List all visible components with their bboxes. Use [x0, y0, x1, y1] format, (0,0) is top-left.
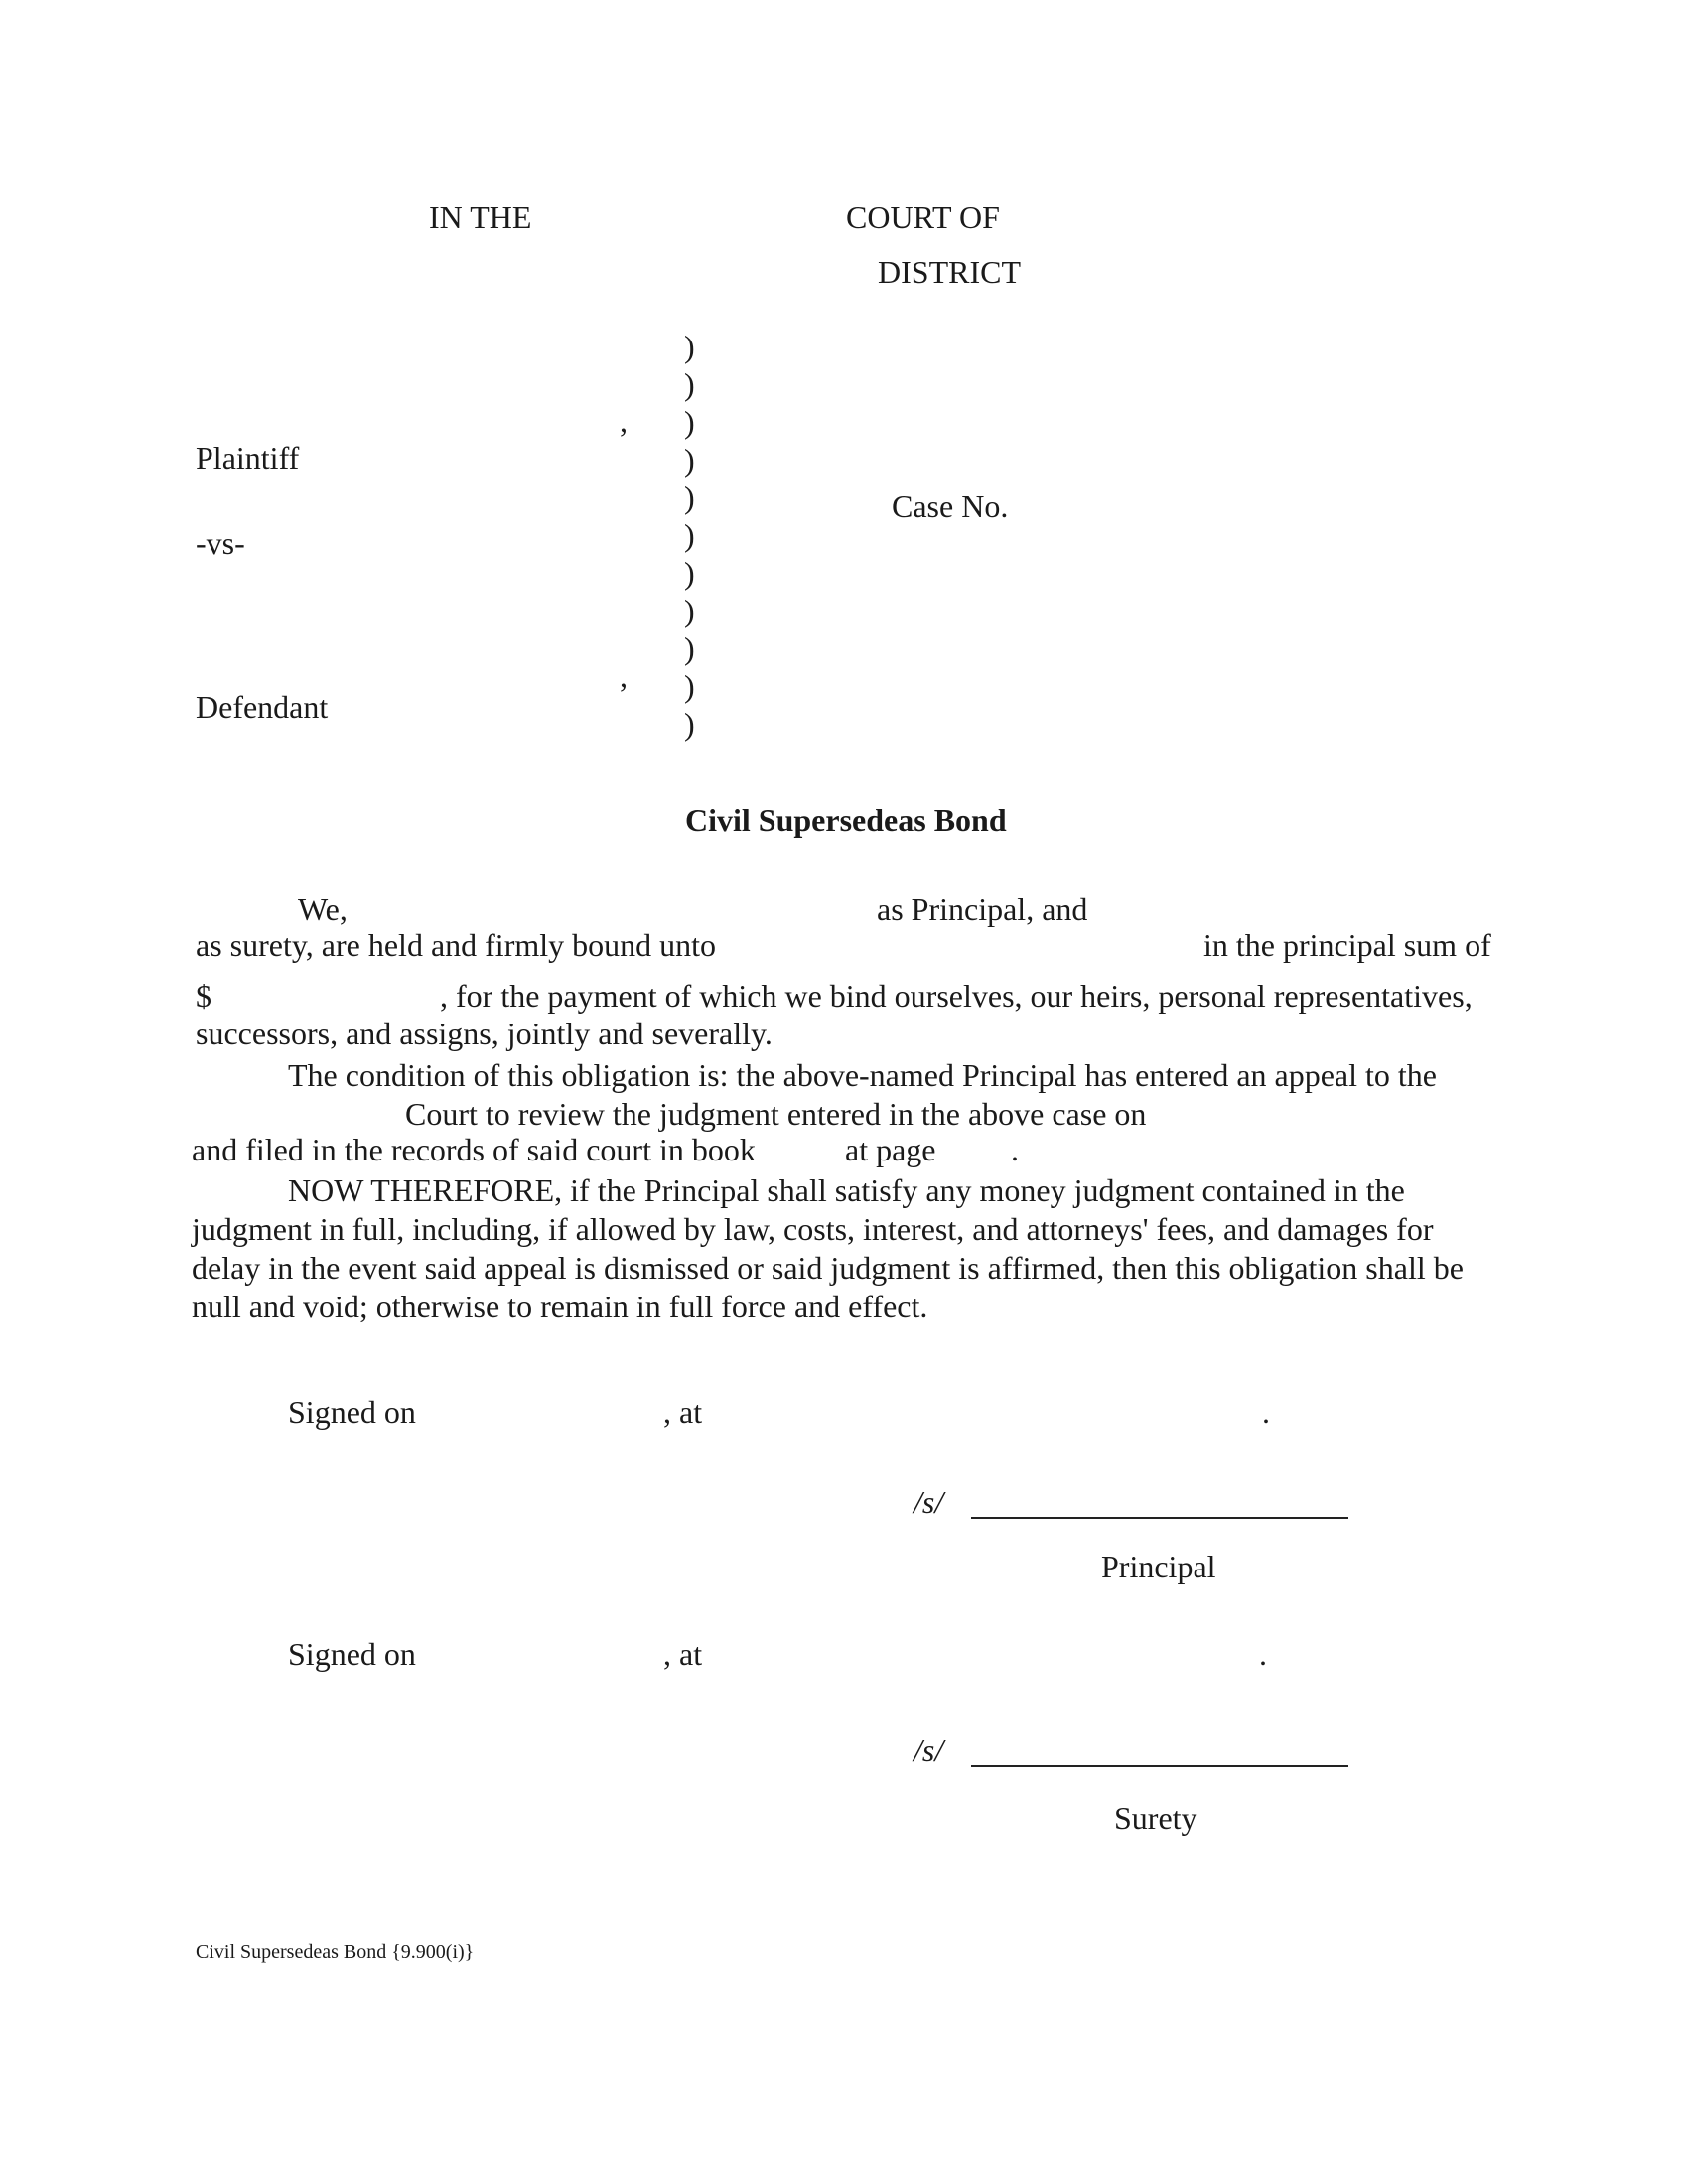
- dollar-sign: $: [196, 978, 211, 1014]
- as-principal-text: as Principal, and: [877, 891, 1088, 927]
- principal-role-label: Principal: [1101, 1549, 1216, 1584]
- judgment-line-2: judgment in full, including, if allowed by law, costs, interest, and attorneys' fees, and damages for: [192, 1211, 1434, 1247]
- book-page-period: .: [1011, 1132, 1019, 1167]
- now-therefore-text: NOW THEREFORE, if the Principal shall satisfy any money judgment contained in the: [288, 1172, 1405, 1208]
- signed-at-label: , at: [663, 1394, 703, 1430]
- plaintiff-label: Plaintiff: [196, 440, 300, 476]
- bracket-mark: ): [684, 517, 695, 553]
- form-footer: Civil Supersedeas Bond {9.900(i)}: [196, 1941, 475, 1963]
- bracket-mark: ): [684, 479, 695, 515]
- as-surety-text: as surety, are held and firmly bound unto: [196, 927, 717, 963]
- bracket-mark: ): [684, 329, 695, 364]
- bracket-mark: ): [684, 442, 695, 478]
- signed-at-label: , at: [663, 1636, 703, 1672]
- defendant-label: Defendant: [196, 689, 329, 725]
- at-page-text: at page: [845, 1132, 936, 1167]
- plaintiff-comma: ,: [620, 403, 628, 439]
- bracket-mark: ): [684, 668, 695, 704]
- defendant-comma: ,: [620, 658, 628, 694]
- bracket-mark: ): [684, 555, 695, 591]
- bracket-mark: ): [684, 593, 695, 628]
- bracket-mark: ): [684, 404, 695, 440]
- signed-on-label: Signed on: [288, 1636, 416, 1672]
- judgment-line-3: delay in the event said appeal is dismissed or said judgment is affirmed, then this obligation shall be: [192, 1250, 1464, 1286]
- payment-text: , for the payment of which we bind ourselves, our heirs, personal representatives,: [440, 978, 1473, 1014]
- successors-text: successors, and assigns, jointly and severally.: [196, 1016, 773, 1051]
- bracket-mark: ): [684, 366, 695, 402]
- filed-records-text: and filed in the records of said court in book: [192, 1132, 756, 1167]
- bracket-mark: ): [684, 706, 695, 742]
- s-mark: /s/: [914, 1732, 944, 1768]
- court-review-text: Court to review the judgment entered in the above case on: [405, 1096, 1147, 1132]
- surety-signature-line[interactable]: [971, 1765, 1348, 1767]
- signed-on-label: Signed on: [288, 1394, 416, 1430]
- condition-text: The condition of this obligation is: the above-named Principal has entered an appeal to the: [288, 1057, 1437, 1093]
- judgment-line-4: null and void; otherwise to remain in full force and effect.: [192, 1289, 928, 1324]
- case-number-label: Case No.: [892, 488, 1009, 524]
- we-text: We,: [298, 891, 348, 927]
- s-mark: /s/: [914, 1484, 944, 1520]
- document-title: Civil Supersedeas Bond: [685, 802, 1007, 838]
- caption-in-the: IN THE: [429, 200, 532, 235]
- signed-period: .: [1262, 1394, 1270, 1430]
- principal-sum-text: in the principal sum of: [1203, 927, 1491, 963]
- bracket-mark: ): [684, 630, 695, 666]
- versus-label: -vs-: [196, 525, 245, 561]
- caption-court-of: COURT OF: [846, 200, 1000, 235]
- principal-signature-line[interactable]: [971, 1517, 1348, 1519]
- caption-district: DISTRICT: [878, 254, 1021, 290]
- surety-role-label: Surety: [1114, 1800, 1197, 1836]
- signed-period: .: [1259, 1636, 1267, 1672]
